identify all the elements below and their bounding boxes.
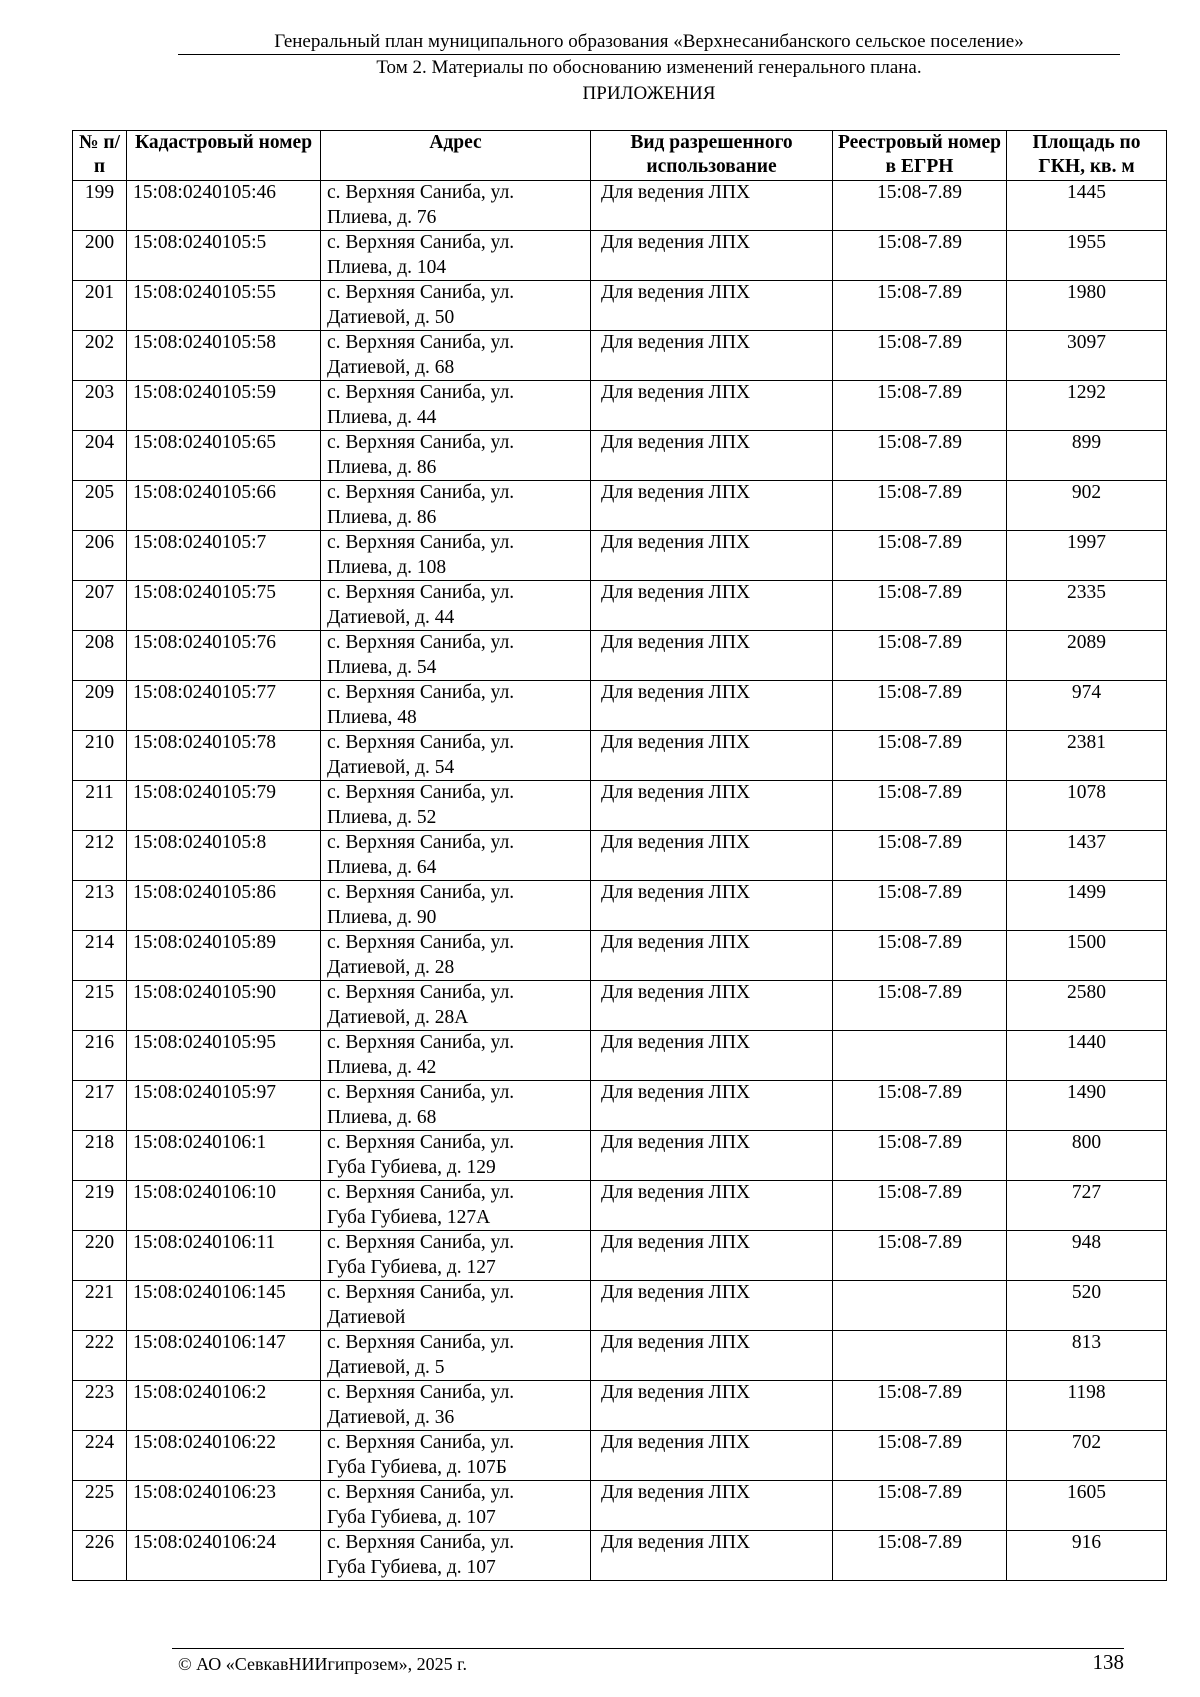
area-value-cell: 1445 [1007, 181, 1167, 231]
address-line-1: с. Верхняя Саниба, ул. [327, 1532, 515, 1553]
address-line-1: с. Верхняя Саниба, ул. [327, 1232, 515, 1253]
column-header-registry: Реестровый номер в ЕГРН [833, 131, 1007, 181]
cadastral-number-cell: 15:08:0240105:55 [127, 281, 321, 331]
table-row [73, 981, 1167, 1031]
registry-number-cell: 15:08-7.89 [833, 1381, 1007, 1431]
row-number-cell: 205 [73, 481, 127, 531]
area-value-cell: 974 [1007, 681, 1167, 731]
permitted-use-cell: Для ведения ЛПХ [591, 1231, 833, 1281]
address-line-1: с. Верхняя Саниба, ул. [327, 482, 515, 503]
registry-number-cell: 15:08-7.89 [833, 631, 1007, 681]
area-value-cell: 1499 [1007, 881, 1167, 931]
address-cell [321, 981, 591, 1031]
address-line-1: с. Верхняя Саниба, ул. [327, 1082, 515, 1103]
cadastral-number-cell: 15:08:0240105:78 [127, 731, 321, 781]
address-cell [321, 331, 591, 381]
row-number-cell: 218 [73, 1131, 127, 1181]
area-value-cell: 1997 [1007, 531, 1167, 581]
address-line-2: Плиева, д. 54 [327, 656, 437, 678]
permitted-use-cell: Для ведения ЛПХ [591, 431, 833, 481]
registry-number-cell: 15:08-7.89 [833, 1181, 1007, 1231]
column-header-address: Адрес [321, 131, 591, 181]
registry-number-cell: 15:08-7.89 [833, 931, 1007, 981]
address-cell [321, 1531, 591, 1581]
address-line-2: Губа Губиева, д. 127 [327, 1256, 496, 1278]
permitted-use-cell: Для ведения ЛПХ [591, 1381, 833, 1431]
address-line-1: с. Верхняя Саниба, ул. [327, 1182, 515, 1203]
cadastral-number-cell: 15:08:0240106:24 [127, 1531, 321, 1581]
cadastral-number-cell: 15:08:0240106:1 [127, 1131, 321, 1181]
address-line-1: с. Верхняя Саниба, ул. [327, 932, 515, 953]
table-row [73, 1181, 1167, 1231]
permitted-use-cell: Для ведения ЛПХ [591, 581, 833, 631]
address-line-2: Губа Губиева, д. 107 [327, 1556, 496, 1578]
permitted-use-cell: Для ведения ЛПХ [591, 1081, 833, 1131]
address-line-2: Датиевой, д. 5 [327, 1356, 445, 1378]
address-cell [321, 281, 591, 331]
address-line-1: с. Верхняя Саниба, ул. [327, 982, 515, 1003]
area-value-cell: 948 [1007, 1231, 1167, 1281]
area-value-cell: 1198 [1007, 1381, 1167, 1431]
row-number-cell: 221 [73, 1281, 127, 1331]
registry-number-cell: 15:08-7.89 [833, 1081, 1007, 1131]
area-value-cell: 813 [1007, 1331, 1167, 1381]
row-number-cell: 210 [73, 731, 127, 781]
table-row [73, 881, 1167, 931]
cadastral-number-cell: 15:08:0240105:77 [127, 681, 321, 731]
address-line-1: с. Верхняя Саниба, ул. [327, 882, 515, 903]
address-line-2: Плиева, д. 68 [327, 1106, 437, 1128]
document-title: Генеральный план муниципального образования «Верхнесанибанского сельское поселение» [274, 31, 1024, 52]
address-line-2: Датиевой, д. 28 [327, 956, 455, 978]
permitted-use-cell: Для ведения ЛПХ [591, 1181, 833, 1231]
address-cell [321, 1481, 591, 1531]
table-row [73, 781, 1167, 831]
row-number-cell: 209 [73, 681, 127, 731]
address-line-1: с. Верхняя Саниба, ул. [327, 1482, 515, 1503]
table-row [73, 481, 1167, 531]
cadastral-number-cell: 15:08:0240105:90 [127, 981, 321, 1031]
address-cell [321, 1131, 591, 1181]
address-line-2: Плиева, д. 44 [327, 406, 437, 428]
permitted-use-cell: Для ведения ЛПХ [591, 281, 833, 331]
row-number-cell: 203 [73, 381, 127, 431]
cadastral-number-cell: 15:08:0240105:46 [127, 181, 321, 231]
address-line-2: Датиевой, д. 28А [327, 1006, 469, 1028]
footer-divider [172, 1648, 1124, 1649]
row-number-cell: 207 [73, 581, 127, 631]
row-number-cell: 199 [73, 181, 127, 231]
address-line-1: с. Верхняя Саниба, ул. [327, 332, 515, 353]
permitted-use-cell: Для ведения ЛПХ [591, 1531, 833, 1581]
row-number-cell: 202 [73, 331, 127, 381]
row-number-cell: 213 [73, 881, 127, 931]
address-line-1: с. Верхняя Саниба, ул. [327, 182, 515, 203]
address-line-1: с. Верхняя Саниба, ул. [327, 1282, 515, 1303]
registry-number-cell: 15:08-7.89 [833, 531, 1007, 581]
address-line-2: Плиева, д. 86 [327, 506, 437, 528]
row-number-cell: 206 [73, 531, 127, 581]
permitted-use-cell: Для ведения ЛПХ [591, 231, 833, 281]
permitted-use-cell: Для ведения ЛПХ [591, 1331, 833, 1381]
table-row [73, 1331, 1167, 1381]
row-number-cell: 224 [73, 1431, 127, 1481]
address-cell [321, 181, 591, 231]
address-cell [321, 931, 591, 981]
address-line-2: Плиева, д. 64 [327, 856, 437, 878]
registry-number-cell: 15:08-7.89 [833, 231, 1007, 281]
address-cell [321, 1431, 591, 1481]
address-cell [321, 731, 591, 781]
address-cell [321, 1181, 591, 1231]
row-number-cell: 214 [73, 931, 127, 981]
address-cell [321, 681, 591, 731]
permitted-use-cell: Для ведения ЛПХ [591, 531, 833, 581]
address-line-2: Датиевой, д. 68 [327, 356, 455, 378]
area-value-cell: 1440 [1007, 1031, 1167, 1081]
permitted-use-cell: Для ведения ЛПХ [591, 931, 833, 981]
address-line-1: с. Верхняя Саниба, ул. [327, 532, 515, 553]
table-row [73, 1231, 1167, 1281]
area-value-cell: 1605 [1007, 1481, 1167, 1531]
row-number-cell: 208 [73, 631, 127, 681]
table-row [73, 931, 1167, 981]
table-row [73, 681, 1167, 731]
registry-number-cell: 15:08-7.89 [833, 1131, 1007, 1181]
table-row [73, 281, 1167, 331]
table-row [73, 531, 1167, 581]
cadastral-number-cell: 15:08:0240106:2 [127, 1381, 321, 1431]
registry-number-cell: 15:08-7.89 [833, 981, 1007, 1031]
header-divider [178, 54, 1120, 55]
cadastral-number-cell: 15:08:0240105:95 [127, 1031, 321, 1081]
address-line-1: с. Верхняя Саниба, ул. [327, 432, 515, 453]
table-row [73, 181, 1167, 231]
area-value-cell: 902 [1007, 481, 1167, 531]
area-value-cell: 702 [1007, 1431, 1167, 1481]
address-cell [321, 1031, 591, 1081]
address-cell [321, 1081, 591, 1131]
registry-number-cell: 15:08-7.89 [833, 1431, 1007, 1481]
column-header-use: Вид разрешенного использование [591, 131, 833, 181]
table-row [73, 731, 1167, 781]
registry-number-cell: 15:08-7.89 [833, 581, 1007, 631]
area-value-cell: 2089 [1007, 631, 1167, 681]
area-value-cell: 1490 [1007, 1081, 1167, 1131]
row-number-cell: 211 [73, 781, 127, 831]
page-number: 138 [1092, 1650, 1124, 1674]
address-line-2: Датиевой, д. 54 [327, 756, 455, 778]
cadastral-number-cell: 15:08:0240106:22 [127, 1431, 321, 1481]
address-line-2: Плиева, 48 [327, 706, 417, 728]
address-cell [321, 581, 591, 631]
area-value-cell: 1078 [1007, 781, 1167, 831]
address-line-1: с. Верхняя Саниба, ул. [327, 1382, 515, 1403]
registry-number-cell: 15:08-7.89 [833, 831, 1007, 881]
registry-number-cell: 15:08-7.89 [833, 281, 1007, 331]
address-line-1: с. Верхняя Саниба, ул. [327, 1032, 515, 1053]
address-line-1: с. Верхняя Саниба, ул. [327, 382, 515, 403]
table-row [73, 581, 1167, 631]
row-number-cell: 222 [73, 1331, 127, 1381]
address-line-1: с. Верхняя Саниба, ул. [327, 582, 515, 603]
address-line-2: Плиева, д. 104 [327, 256, 447, 278]
cadastral-number-cell: 15:08:0240106:23 [127, 1481, 321, 1531]
address-cell [321, 531, 591, 581]
area-value-cell: 1955 [1007, 231, 1167, 281]
area-value-cell: 1980 [1007, 281, 1167, 331]
address-line-2: Губа Губиева, 127А [327, 1206, 491, 1228]
table-row [73, 1031, 1167, 1081]
column-header-area: Площадь по ГКН, кв. м [1007, 131, 1167, 181]
address-cell [321, 881, 591, 931]
address-line-1: с. Верхняя Саниба, ул. [327, 782, 515, 803]
registry-number-cell: 15:08-7.89 [833, 481, 1007, 531]
address-line-1: с. Верхняя Саниба, ул. [327, 732, 515, 753]
row-number-cell: 217 [73, 1081, 127, 1131]
address-cell [321, 481, 591, 531]
footer-copyright: © АО «СевкавНИИгипрозем», 2025 г. [178, 1654, 467, 1674]
permitted-use-cell: Для ведения ЛПХ [591, 881, 833, 931]
cadastral-number-cell: 15:08:0240106:145 [127, 1281, 321, 1331]
address-line-1: с. Верхняя Саниба, ул. [327, 682, 515, 703]
volume-title: Том 2. Материалы по обоснованию изменений генерального плана. [376, 57, 922, 78]
permitted-use-cell: Для ведения ЛПХ [591, 1431, 833, 1481]
cadastral-number-cell: 15:08:0240105:97 [127, 1081, 321, 1131]
table-row [73, 1081, 1167, 1131]
table-row [73, 831, 1167, 881]
row-number-cell: 212 [73, 831, 127, 881]
area-value-cell: 727 [1007, 1181, 1167, 1231]
permitted-use-cell: Для ведения ЛПХ [591, 1031, 833, 1081]
address-cell [321, 831, 591, 881]
table-row [73, 381, 1167, 431]
address-line-2: Датиевой, д. 36 [327, 1406, 455, 1428]
row-number-cell: 220 [73, 1231, 127, 1281]
area-value-cell: 899 [1007, 431, 1167, 481]
address-line-1: с. Верхняя Саниба, ул. [327, 632, 515, 653]
permitted-use-cell: Для ведения ЛПХ [591, 1481, 833, 1531]
registry-number-cell: 15:08-7.89 [833, 1531, 1007, 1581]
registry-number-cell [833, 1281, 1007, 1331]
permitted-use-cell: Для ведения ЛПХ [591, 631, 833, 681]
permitted-use-cell: Для ведения ЛПХ [591, 731, 833, 781]
table-row [73, 1381, 1167, 1431]
column-header-num: № п/п [73, 131, 127, 181]
address-line-2: Датиевой, д. 50 [327, 306, 455, 328]
permitted-use-cell: Для ведения ЛПХ [591, 681, 833, 731]
address-cell [321, 231, 591, 281]
area-value-cell: 1437 [1007, 831, 1167, 881]
area-value-cell: 800 [1007, 1131, 1167, 1181]
registry-number-cell [833, 1331, 1007, 1381]
registry-number-cell: 15:08-7.89 [833, 731, 1007, 781]
row-number-cell: 215 [73, 981, 127, 1031]
permitted-use-cell: Для ведения ЛПХ [591, 781, 833, 831]
address-line-1: с. Верхняя Саниба, ул. [327, 1132, 515, 1153]
registry-number-cell: 15:08-7.89 [833, 781, 1007, 831]
address-cell [321, 1231, 591, 1281]
address-line-2: Плиева, д. 52 [327, 806, 437, 828]
registry-number-cell: 15:08-7.89 [833, 431, 1007, 481]
permitted-use-cell: Для ведения ЛПХ [591, 181, 833, 231]
section-title: ПРИЛОЖЕНИЯ [582, 83, 716, 104]
area-value-cell: 1292 [1007, 381, 1167, 431]
row-number-cell: 226 [73, 1531, 127, 1581]
area-value-cell: 2335 [1007, 581, 1167, 631]
address-line-2: Плиева, д. 76 [327, 206, 437, 228]
cadastral-number-cell: 15:08:0240105:58 [127, 331, 321, 381]
registry-number-cell: 15:08-7.89 [833, 1231, 1007, 1281]
area-value-cell: 2580 [1007, 981, 1167, 1031]
address-line-2: Плиева, д. 108 [327, 556, 447, 578]
registry-number-cell: 15:08-7.89 [833, 181, 1007, 231]
cadastral-number-cell: 15:08:0240106:11 [127, 1231, 321, 1281]
land-plots-table [72, 130, 1167, 1581]
cadastral-number-cell: 15:08:0240105:76 [127, 631, 321, 681]
row-number-cell: 219 [73, 1181, 127, 1231]
registry-number-cell [833, 1031, 1007, 1081]
table-row [73, 1531, 1167, 1581]
address-line-2: Губа Губиева, д. 107Б [327, 1456, 507, 1478]
row-number-cell: 216 [73, 1031, 127, 1081]
table-row [73, 631, 1167, 681]
address-line-1: с. Верхняя Саниба, ул. [327, 232, 515, 253]
area-value-cell: 520 [1007, 1281, 1167, 1331]
cadastral-number-cell: 15:08:0240106:147 [127, 1331, 321, 1381]
cadastral-number-cell: 15:08:0240105:5 [127, 231, 321, 281]
table-row [73, 231, 1167, 281]
registry-number-cell: 15:08-7.89 [833, 681, 1007, 731]
area-value-cell: 1500 [1007, 931, 1167, 981]
permitted-use-cell: Для ведения ЛПХ [591, 331, 833, 381]
cadastral-number-cell: 15:08:0240105:79 [127, 781, 321, 831]
address-cell [321, 1281, 591, 1331]
permitted-use-cell: Для ведения ЛПХ [591, 1281, 833, 1331]
cadastral-number-cell: 15:08:0240105:89 [127, 931, 321, 981]
cadastral-number-cell: 15:08:0240105:59 [127, 381, 321, 431]
address-line-2: Плиева, д. 86 [327, 456, 437, 478]
column-header-cadastral: Кадастровый номер [127, 131, 321, 181]
table-body [73, 181, 1167, 1581]
table-row [73, 1431, 1167, 1481]
cadastral-number-cell: 15:08:0240105:7 [127, 531, 321, 581]
cadastral-number-cell: 15:08:0240105:75 [127, 581, 321, 631]
address-line-1: с. Верхняя Саниба, ул. [327, 832, 515, 853]
table-row [73, 331, 1167, 381]
cadastral-number-cell: 15:08:0240105:8 [127, 831, 321, 881]
table-header-row [73, 131, 1167, 181]
address-line-2: Плиева, д. 90 [327, 906, 437, 928]
row-number-cell: 204 [73, 431, 127, 481]
permitted-use-cell: Для ведения ЛПХ [591, 1131, 833, 1181]
address-line-1: с. Верхняя Саниба, ул. [327, 1332, 515, 1353]
cadastral-number-cell: 15:08:0240105:66 [127, 481, 321, 531]
table-row [73, 1281, 1167, 1331]
row-number-cell: 201 [73, 281, 127, 331]
address-line-2: Губа Губиева, д. 107 [327, 1506, 496, 1528]
address-line-2: Губа Губиева, д. 129 [327, 1156, 496, 1178]
cadastral-number-cell: 15:08:0240105:65 [127, 431, 321, 481]
table-row [73, 1481, 1167, 1531]
address-cell [321, 631, 591, 681]
permitted-use-cell: Для ведения ЛПХ [591, 481, 833, 531]
cadastral-number-cell: 15:08:0240105:86 [127, 881, 321, 931]
row-number-cell: 223 [73, 1381, 127, 1431]
permitted-use-cell: Для ведения ЛПХ [591, 981, 833, 1031]
registry-number-cell: 15:08-7.89 [833, 881, 1007, 931]
registry-number-cell: 15:08-7.89 [833, 331, 1007, 381]
area-value-cell: 2381 [1007, 731, 1167, 781]
address-cell [321, 1381, 591, 1431]
permitted-use-cell: Для ведения ЛПХ [591, 381, 833, 431]
address-line-1: с. Верхняя Саниба, ул. [327, 282, 515, 303]
row-number-cell: 200 [73, 231, 127, 281]
registry-number-cell: 15:08-7.89 [833, 381, 1007, 431]
cadastral-number-cell: 15:08:0240106:10 [127, 1181, 321, 1231]
address-cell [321, 1331, 591, 1381]
area-value-cell: 3097 [1007, 331, 1167, 381]
area-value-cell: 916 [1007, 1531, 1167, 1581]
registry-number-cell: 15:08-7.89 [833, 1481, 1007, 1531]
address-line-2: Датиевой [327, 1306, 406, 1328]
table-row [73, 1131, 1167, 1181]
address-line-2: Плиева, д. 42 [327, 1056, 437, 1078]
row-number-cell: 225 [73, 1481, 127, 1531]
address-cell [321, 381, 591, 431]
permitted-use-cell: Для ведения ЛПХ [591, 831, 833, 881]
address-line-1: с. Верхняя Саниба, ул. [327, 1432, 515, 1453]
table-row [73, 431, 1167, 481]
address-cell [321, 781, 591, 831]
address-line-2: Датиевой, д. 44 [327, 606, 455, 628]
address-cell [321, 431, 591, 481]
